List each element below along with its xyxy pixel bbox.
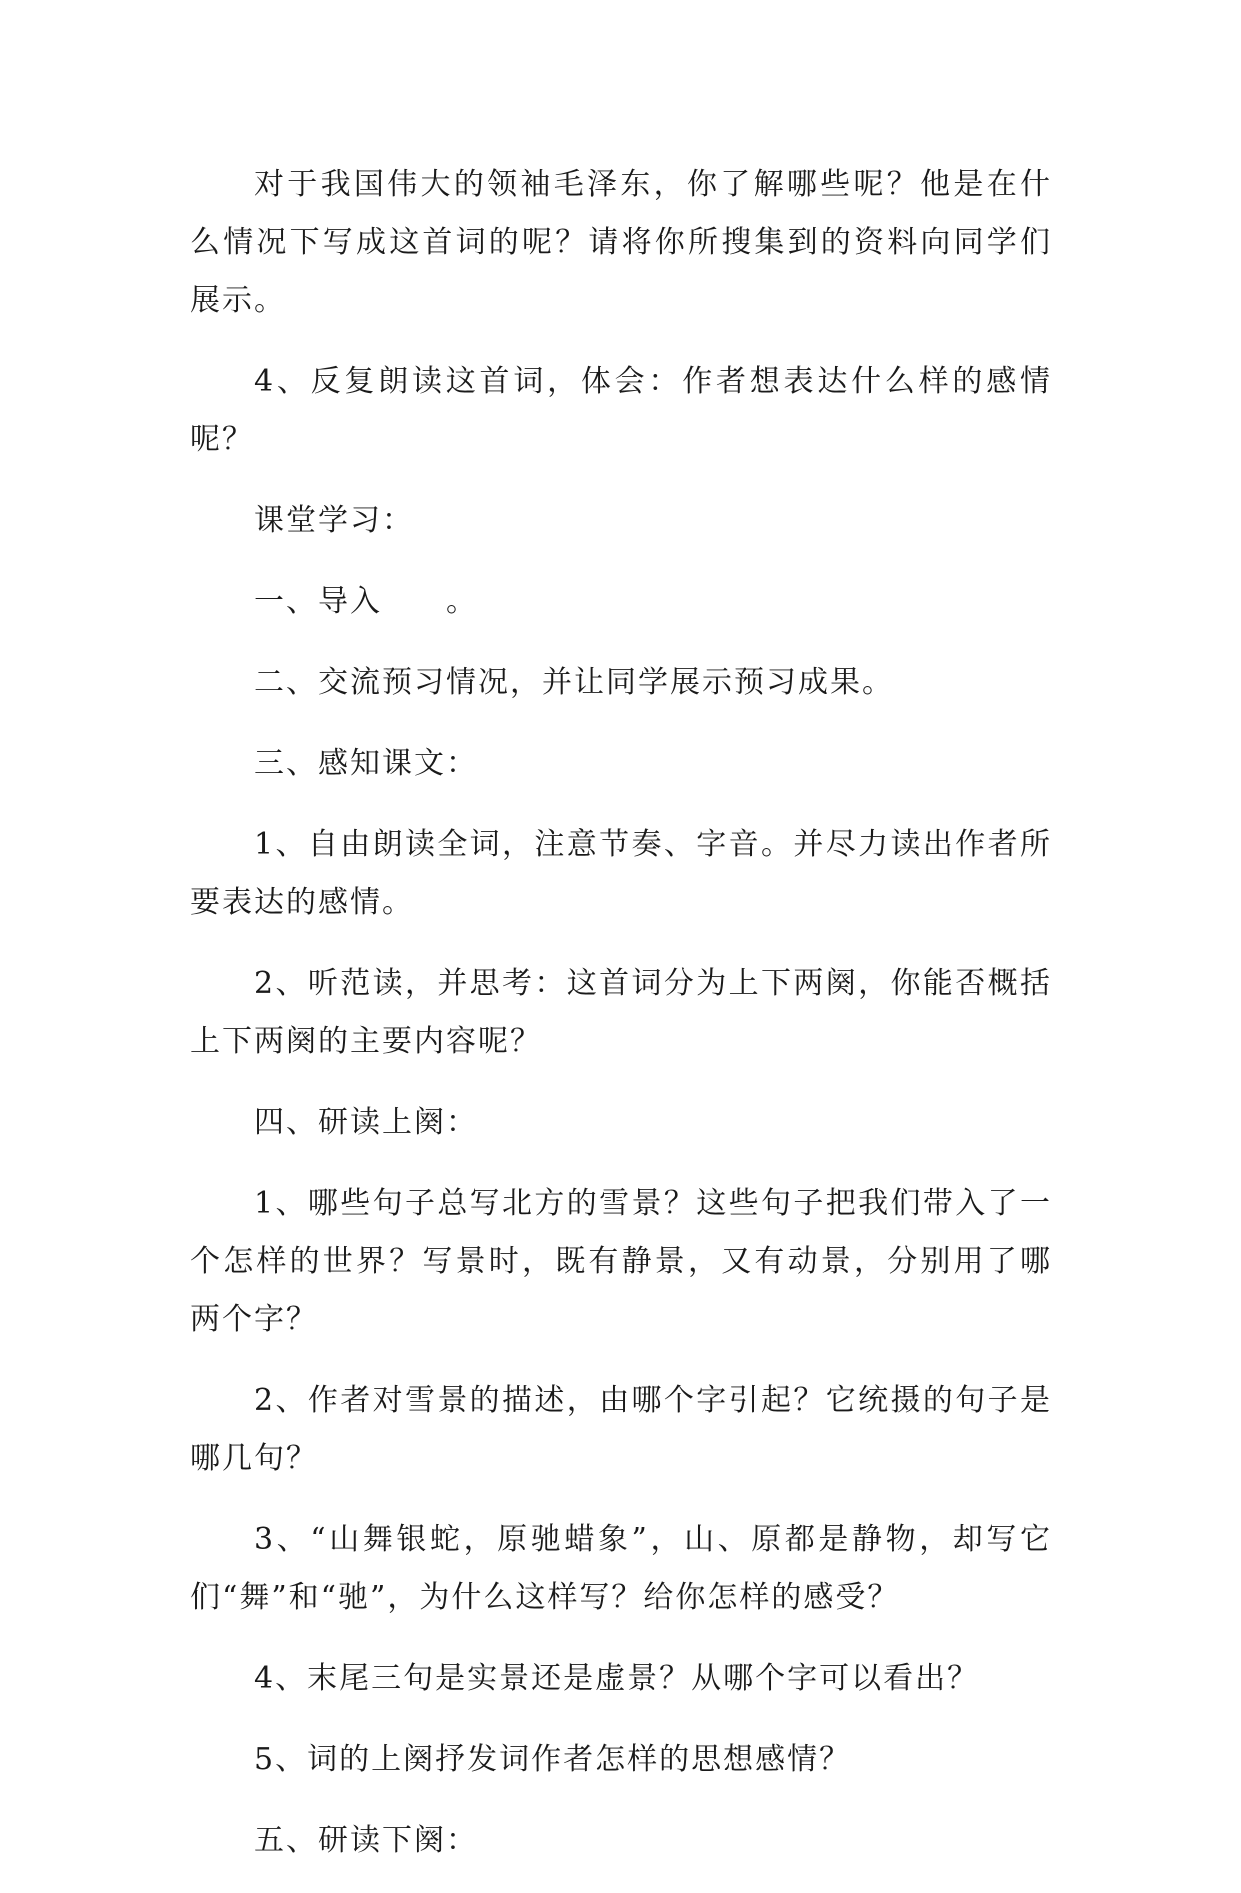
step-4-upper-stanza: 四、研读上阕： <box>254 1105 478 1140</box>
step-4-item-5: 5、词的上阕抒发词作者怎样的思想感情？ <box>254 1742 852 1777</box>
step-2-exchange: 二、交流预习情况，并让同学展示预习成果。 <box>254 665 894 700</box>
paragraph-intro-question: 对于我国伟大的领袖毛泽东，你了解哪些呢？他是在什么情况下写成这首词的呢？请将你所搜集到的资料向同学们展示。 <box>190 167 1052 318</box>
paragraph-preview-4: 4、反复朗读这首词，体会：作者想表达什么样的感情呢？ <box>190 364 1052 457</box>
step-3-item-2: 2、听范读，并思考：这首词分为上下两阕，你能否概括上下两阕的主要内容呢？ <box>190 966 1052 1059</box>
step-3-perceive: 三、感知课文： <box>254 746 478 781</box>
step-1-intro: 一、导入 。 <box>254 584 478 619</box>
step-5-lower-stanza: 五、研读下阕： <box>254 1823 478 1858</box>
document-body <box>190 156 1052 1893</box>
step-4-item-2: 2、作者对雪景的描述，由哪个字引起？它统摄的句子是哪几句？ <box>190 1383 1052 1476</box>
step-3-item-1: 1、自由朗读全词，注意节奏、字音。并尽力读出作者所要表达的感情。 <box>190 827 1052 920</box>
step-4-item-1: 1、哪些句子总写北方的雪景？这些句子把我们带入了一个怎样的世界？写景时，既有静景，又有动景，分别用了哪两个字？ <box>190 1186 1052 1337</box>
section-heading-class-study: 课堂学习： <box>254 503 414 538</box>
step-4-item-4: 4、末尾三句是实景还是虚景？从哪个字可以看出？ <box>254 1661 980 1696</box>
step-4-item-3: 3、“山舞银蛇，原驰蜡象”，山、原都是静物，却写它们“舞”和“驰”，为什么这样写？给你怎样的感受？ <box>190 1522 1052 1615</box>
